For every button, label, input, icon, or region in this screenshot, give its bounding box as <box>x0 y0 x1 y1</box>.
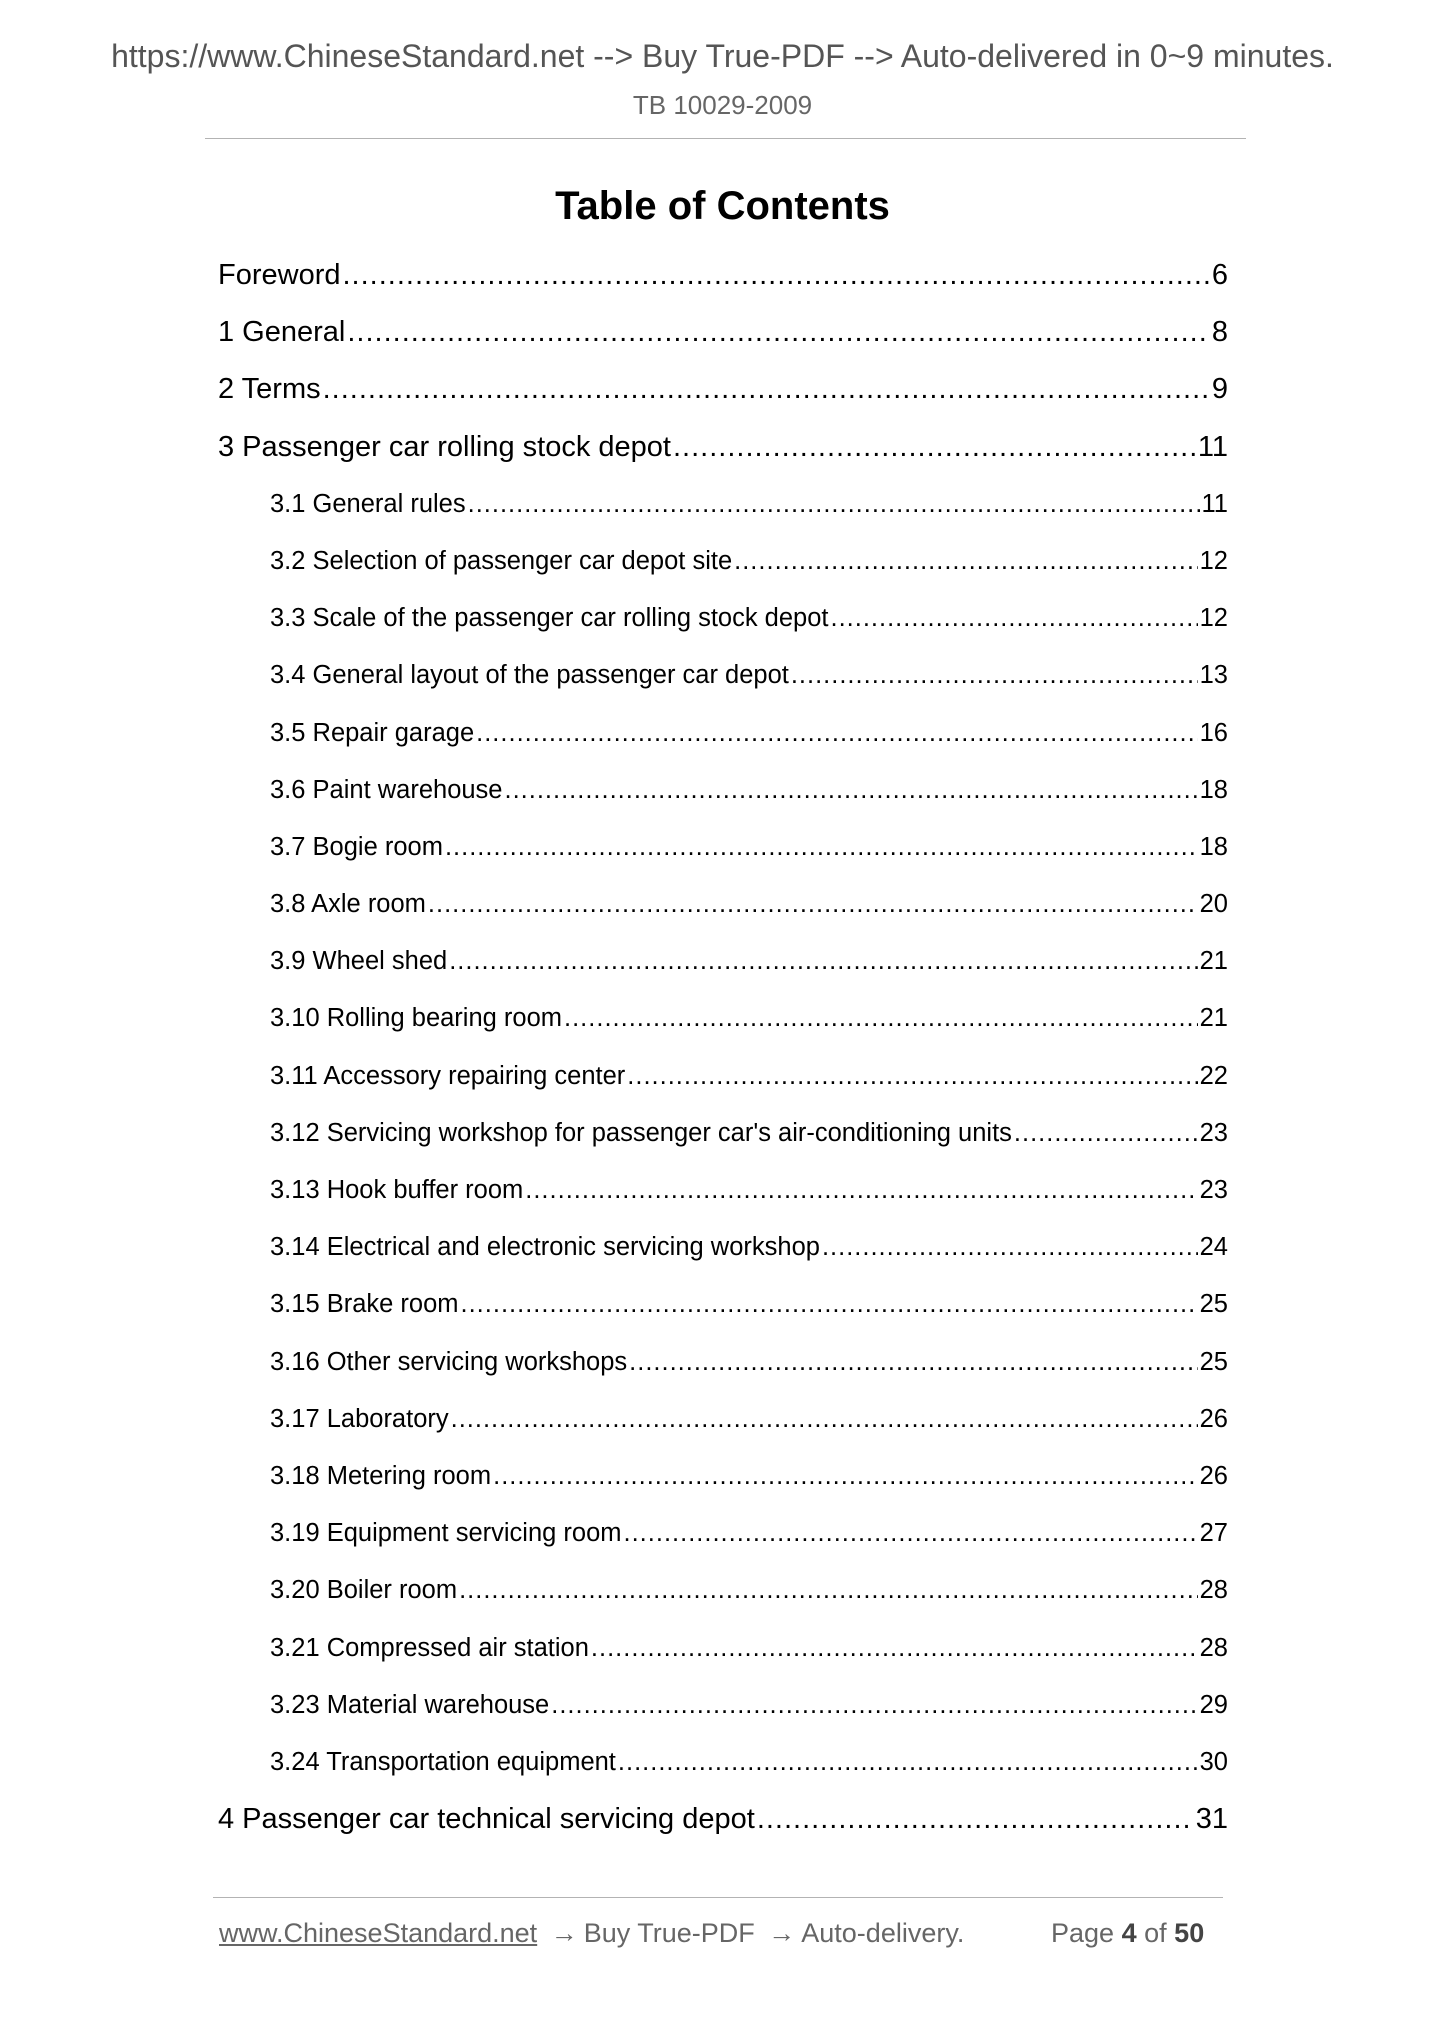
toc-entry-page: 23 <box>1199 1118 1228 1147</box>
toc-dot-leader <box>476 705 1197 762</box>
toc-entry-page: 25 <box>1199 1347 1228 1376</box>
website-link[interactable]: www.ChineseStandard.net <box>219 1918 538 1948</box>
toc-dot-leader <box>1014 1105 1198 1162</box>
toc-entry-label: 3.23 Material warehouse <box>270 1690 550 1719</box>
toc-dot-leader <box>343 247 1210 304</box>
toc-entry-label: 3.21 Compressed air station <box>270 1633 589 1662</box>
toc-title: Table of Contents <box>555 184 890 228</box>
toc-entry[interactable] <box>218 933 1228 990</box>
toc-entry-label: 1 General <box>218 316 346 349</box>
toc-entry-label: 3.16 Other servicing workshops <box>270 1347 628 1376</box>
toc-dot-leader <box>493 1448 1198 1505</box>
toc-dot-leader <box>629 1334 1197 1391</box>
toc-entry[interactable] <box>218 247 1228 304</box>
toc-entry-page: 26 <box>1199 1404 1228 1433</box>
toc-entry-page: 29 <box>1199 1690 1228 1719</box>
toc-entry-page: 31 <box>1195 1803 1228 1836</box>
toc-entry-page: 11 <box>1197 430 1228 463</box>
source-banner: https://www.ChineseStandard.net --> Buy True-PDF --> Auto-delivered in 0~9 minutes. <box>111 38 1334 74</box>
toc-entry-page: 23 <box>1199 1176 1228 1204</box>
toc-entry-label: 3.19 Equipment servicing room <box>270 1519 622 1548</box>
toc-dot-leader <box>449 933 1197 990</box>
toc-entry[interactable] <box>218 876 1228 933</box>
page-number <box>1051 1918 1204 1949</box>
toc-entry-label: 3.11 Accessory repairing center <box>270 1061 626 1090</box>
toc-dot-leader <box>791 647 1198 704</box>
toc-entry-label: 4 Passenger car technical servicing depot <box>218 1803 755 1836</box>
of-word: of <box>1144 1918 1167 1948</box>
toc-dot-leader <box>347 304 1210 361</box>
toc-entry[interactable] <box>218 1162 1228 1219</box>
toc-entry-page: 24 <box>1199 1233 1228 1262</box>
table-of-contents <box>218 247 1228 1848</box>
toc-entry-page: 18 <box>1199 832 1228 861</box>
toc-entry[interactable] <box>218 1505 1228 1562</box>
toc-entry-label: 3.8 Axle room <box>270 890 426 919</box>
toc-entry-page: 28 <box>1199 1576 1228 1605</box>
toc-entry-page: 27 <box>1199 1519 1228 1548</box>
toc-dot-leader <box>323 361 1210 418</box>
toc-entry-label: 3.18 Metering room <box>270 1461 492 1490</box>
toc-entry[interactable] <box>218 762 1228 819</box>
toc-entry[interactable] <box>218 705 1228 762</box>
toc-entry-page: 12 <box>1199 546 1228 575</box>
toc-entry[interactable] <box>218 990 1228 1047</box>
page-total: 50 <box>1174 1918 1205 1948</box>
toc-entry[interactable] <box>218 533 1228 590</box>
toc-dot-leader <box>822 1219 1198 1276</box>
toc-entry[interactable] <box>218 1448 1228 1505</box>
toc-entry[interactable] <box>218 1048 1228 1105</box>
toc-entry-label: 3.17 Laboratory <box>270 1404 449 1433</box>
toc-entry-label: 2 Terms <box>218 373 321 406</box>
toc-dot-leader <box>525 1162 1197 1219</box>
toc-dot-leader <box>624 1505 1198 1562</box>
toc-entry-page: 12 <box>1199 604 1228 633</box>
toc-entry[interactable] <box>218 590 1228 647</box>
toc-entry-label: 3.9 Wheel shed <box>270 947 448 976</box>
toc-entry-label: 3.13 Hook buffer room <box>270 1176 524 1204</box>
toc-entry-page: 9 <box>1211 373 1228 406</box>
toc-entry-page: 21 <box>1199 947 1228 976</box>
toc-dot-leader <box>757 1791 1194 1848</box>
toc-entry-page: 21 <box>1199 1004 1228 1033</box>
page-current: 4 <box>1121 1918 1137 1948</box>
toc-dot-leader <box>445 819 1198 876</box>
footer-divider <box>213 1897 1223 1898</box>
toc-entry-page: 11 <box>1201 489 1228 518</box>
toc-entry-label: 3.7 Bogie room <box>270 832 443 861</box>
toc-entry[interactable] <box>218 304 1228 361</box>
toc-entry-page: 28 <box>1199 1633 1228 1662</box>
toc-entry-label: 3.12 Servicing workshop for passenger car's air-conditioning units <box>270 1118 1012 1147</box>
toc-dot-leader <box>734 533 1197 590</box>
toc-dot-leader <box>627 1048 1197 1105</box>
toc-entry-label: 3.20 Boiler room <box>270 1576 458 1605</box>
toc-entry-label: 3.14 Electrical and electronic servicing workshop <box>270 1233 820 1262</box>
toc-dot-leader <box>591 1620 1198 1677</box>
toc-dot-leader <box>551 1677 1197 1734</box>
toc-entry[interactable] <box>218 1105 1228 1162</box>
toc-entry-label: Foreword <box>218 259 341 291</box>
toc-entry-label: 3.4 General layout of the passenger car depot <box>270 661 789 690</box>
toc-entry-label: 3.10 Rolling bearing room <box>270 1004 563 1033</box>
toc-dot-leader <box>468 476 1200 533</box>
toc-entry-label: 3.15 Brake room <box>270 1290 459 1319</box>
toc-entry[interactable] <box>218 1791 1228 1848</box>
toc-entry-label: 3.2 Selection of passenger car depot site <box>270 546 733 575</box>
toc-entry-page: 20 <box>1199 890 1228 919</box>
arrow-right-icon: → <box>550 1918 578 1948</box>
delivery-text: Auto-delivery. <box>801 1918 965 1948</box>
toc-entry[interactable] <box>218 1276 1228 1333</box>
toc-entry[interactable] <box>218 819 1228 876</box>
toc-entry[interactable] <box>218 476 1228 533</box>
toc-dot-leader <box>451 1391 1198 1448</box>
toc-entry-label: 3.3 Scale of the passenger car rolling stock depot <box>270 604 829 633</box>
toc-entry-page: 25 <box>1199 1290 1228 1319</box>
toc-entry[interactable] <box>218 419 1228 476</box>
toc-entry-page: 8 <box>1211 316 1228 349</box>
toc-dot-leader <box>505 762 1198 819</box>
toc-entry-label: 3 Passenger car rolling stock depot <box>218 430 671 463</box>
toc-entry-page: 16 <box>1199 718 1228 747</box>
toc-entry-page: 6 <box>1211 259 1228 291</box>
document-code: TB 10029-2009 <box>632 90 813 120</box>
toc-entry-page: 26 <box>1199 1461 1228 1490</box>
toc-entry[interactable] <box>218 647 1228 704</box>
toc-entry[interactable] <box>218 1734 1228 1791</box>
toc-entry[interactable] <box>218 1620 1228 1677</box>
toc-entry[interactable] <box>218 361 1228 418</box>
toc-entry-label: 3.24 Transportation equipment <box>270 1747 616 1776</box>
toc-dot-leader <box>459 1562 1198 1619</box>
toc-entry[interactable] <box>218 1391 1228 1448</box>
toc-entry-page: 13 <box>1199 661 1228 690</box>
page-footer <box>219 1918 1219 1949</box>
page-word: Page <box>1051 1918 1115 1948</box>
header-divider <box>205 138 1246 139</box>
toc-dot-leader <box>461 1276 1198 1333</box>
toc-entry-page: 18 <box>1199 775 1228 804</box>
toc-entry[interactable] <box>218 1334 1228 1391</box>
toc-entry-label: 3.1 General rules <box>270 489 466 518</box>
toc-dot-leader <box>618 1734 1198 1791</box>
toc-entry-page: 22 <box>1199 1061 1228 1090</box>
toc-entry-label: 3.6 Paint warehouse <box>270 775 503 804</box>
buy-text: Buy True-PDF <box>583 1918 755 1948</box>
toc-entry[interactable] <box>218 1219 1228 1276</box>
toc-entry-label: 3.5 Repair garage <box>270 718 475 747</box>
arrow-right-icon: → <box>768 1918 796 1948</box>
toc-dot-leader <box>831 590 1198 647</box>
toc-dot-leader <box>564 990 1198 1047</box>
toc-dot-leader <box>673 419 1196 476</box>
toc-entry[interactable] <box>218 1562 1228 1619</box>
toc-dot-leader <box>428 876 1198 933</box>
toc-entry[interactable] <box>218 1677 1228 1734</box>
toc-entry-page: 30 <box>1199 1747 1228 1776</box>
